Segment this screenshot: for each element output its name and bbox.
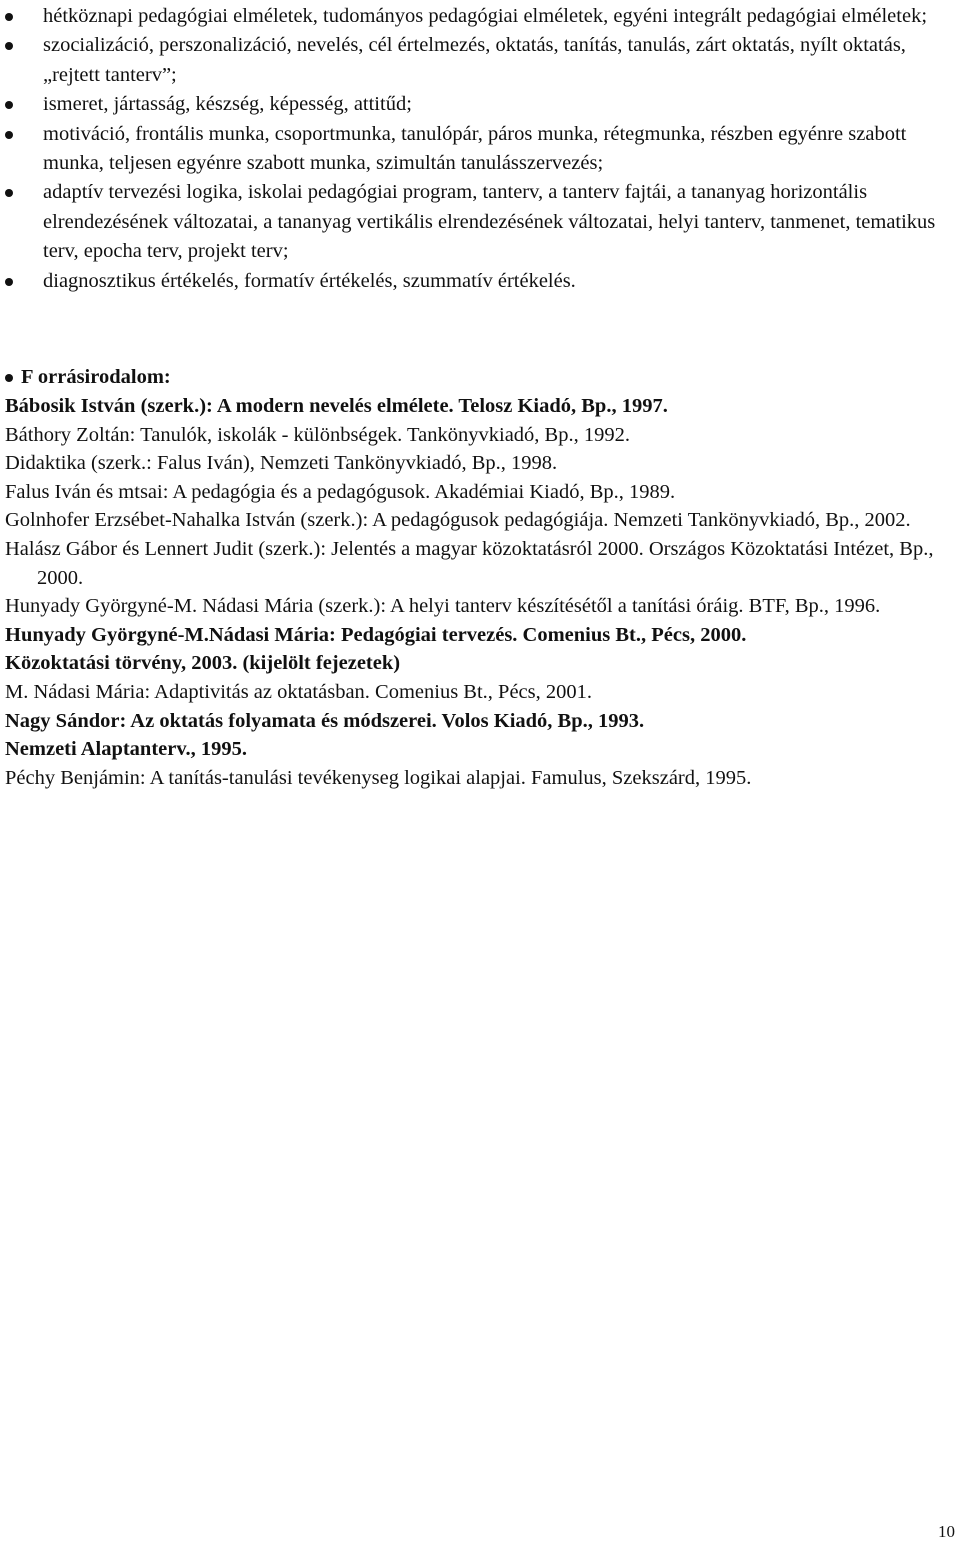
- list-item: [0, 90, 950, 119]
- list-item: [0, 267, 950, 296]
- reference-item: Golnhofer Erzsébet-Nahalka István (szerk.): A pedagógusok pedagógiája. Nemzeti Tankönyvkiadó, Bp., 2002.: [5, 509, 911, 532]
- bullet-icon: [5, 131, 13, 139]
- references-heading: [0, 363, 171, 392]
- reference-item: M. Nádasi Mária: Adaptivitás az oktatásban. Comenius Bt., Pécs, 2001.: [5, 680, 593, 703]
- bullet-icon: [5, 101, 13, 109]
- list-item-text: hétköznapi pedagógiai elméletek, tudományos pedagógiai elméletek, egyéni integrált pedagógiai elméletek;: [43, 5, 928, 27]
- bullet-icon: [5, 13, 13, 21]
- reference-item: Péchy Benjámin: A tanítás-tanulási tevékenyseg logikai alapjai. Famulus, Szekszárd, 1995.: [5, 766, 752, 789]
- reference-item: Hunyady Györgyné-M.Nádasi Mária: Pedagógiai tervezés. Comenius Bt., Pécs, 2000.: [5, 623, 747, 646]
- reference-item: Bábosik István (szerk.): A modern nevelés elmélete. Telosz Kiadó, Bp., 1997.: [5, 395, 668, 417]
- reference-list: [5, 392, 960, 792]
- list-item-text: adaptív tervezési logika, iskolai pedagógiai program, tanterv, a tanterv fajtái, a tananyag horizontális elrendezésének változatai, a tananyag vertikális elrendezésének változatai, helyi tanterv, tanmenet, tematikus terv, epocha terv, projekt terv;: [43, 181, 936, 263]
- bullet-icon: [5, 189, 13, 197]
- reference-item: Halász Gábor és Lennert Judit (szerk.): Jelentés a magyar közoktatásról 2000. Országos Közoktatási Intézet, Bp., 2000.: [5, 537, 934, 589]
- reference-item: Hunyady Györgyné-M. Nádasi Mária (szerk.): A helyi tanterv készítésétől a tanítási óráig. BTF, Bp., 1996.: [5, 595, 881, 618]
- bullet-icon: [5, 278, 13, 286]
- reference-item: Nagy Sándor: Az oktatás folyamata és módszerei. Volos Kiadó, Bp., 1993.: [5, 709, 645, 732]
- reference-item: Nemzeti Alaptanterv., 1995.: [5, 738, 247, 761]
- list-item-text: ismeret, jártasság, készség, képesség, attitűd;: [43, 93, 412, 116]
- list-item: [0, 178, 950, 266]
- topic-list: [0, 2, 950, 296]
- references-heading-text: F orrásirodalom:: [21, 366, 171, 388]
- list-item: [0, 2, 950, 31]
- list-item-text: motiváció, frontális munka, csoportmunka, tanulópár, páros munka, rétegmunka, részben egyénre szabott munka, teljesen egyénre szabott munka, szimultán tanulásszervezés;: [43, 122, 907, 175]
- bullet-icon: [5, 374, 13, 382]
- bullet-icon: [5, 42, 13, 50]
- list-item: [0, 31, 950, 90]
- reference-item: Báthory Zoltán: Tanulók, iskolák - különbségek. Tankönyvkiadó, Bp., 1992.: [5, 423, 630, 446]
- list-item-text: diagnosztikus értékelés, formatív értékelés, szummatív értékelés.: [43, 269, 576, 292]
- list-item: [0, 120, 950, 179]
- reference-item: Falus Iván és mtsai: A pedagógia és a pedagógusok. Akadémiai Kiadó, Bp., 1989.: [5, 480, 676, 503]
- reference-item: Didaktika (szerk.: Falus Iván), Nemzeti Tankönyvkiadó, Bp., 1998.: [5, 452, 558, 475]
- list-item-text: szocializáció, perszonalizáció, nevelés, cél értelmezés, oktatás, tanítás, tanulás, zárt oktatás, nyílt oktatás, „rejtett tanterv”;: [43, 34, 906, 86]
- page-number: 10: [938, 1522, 955, 1541]
- reference-item: Közoktatási törvény, 2003. (kijelölt fejezetek): [5, 652, 401, 675]
